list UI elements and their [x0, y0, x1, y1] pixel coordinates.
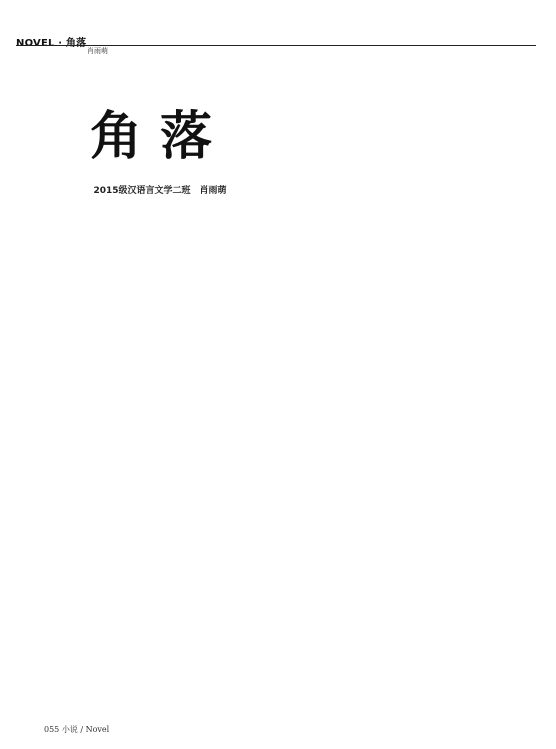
editor-name: 肖雨萌 [87, 47, 108, 55]
article-columns [44, 68, 526, 715]
article-title: 角落 [89, 106, 230, 167]
title-block [44, 68, 276, 218]
page-footer: 055 小说 / Novel [44, 725, 110, 734]
left-column [44, 68, 276, 715]
section-label: NOVEL · 角落 [16, 38, 87, 49]
masthead [16, 34, 536, 56]
article-byline: 2015级汉语言文学二班 肖雨萌 [93, 185, 227, 196]
right-column [294, 68, 526, 715]
